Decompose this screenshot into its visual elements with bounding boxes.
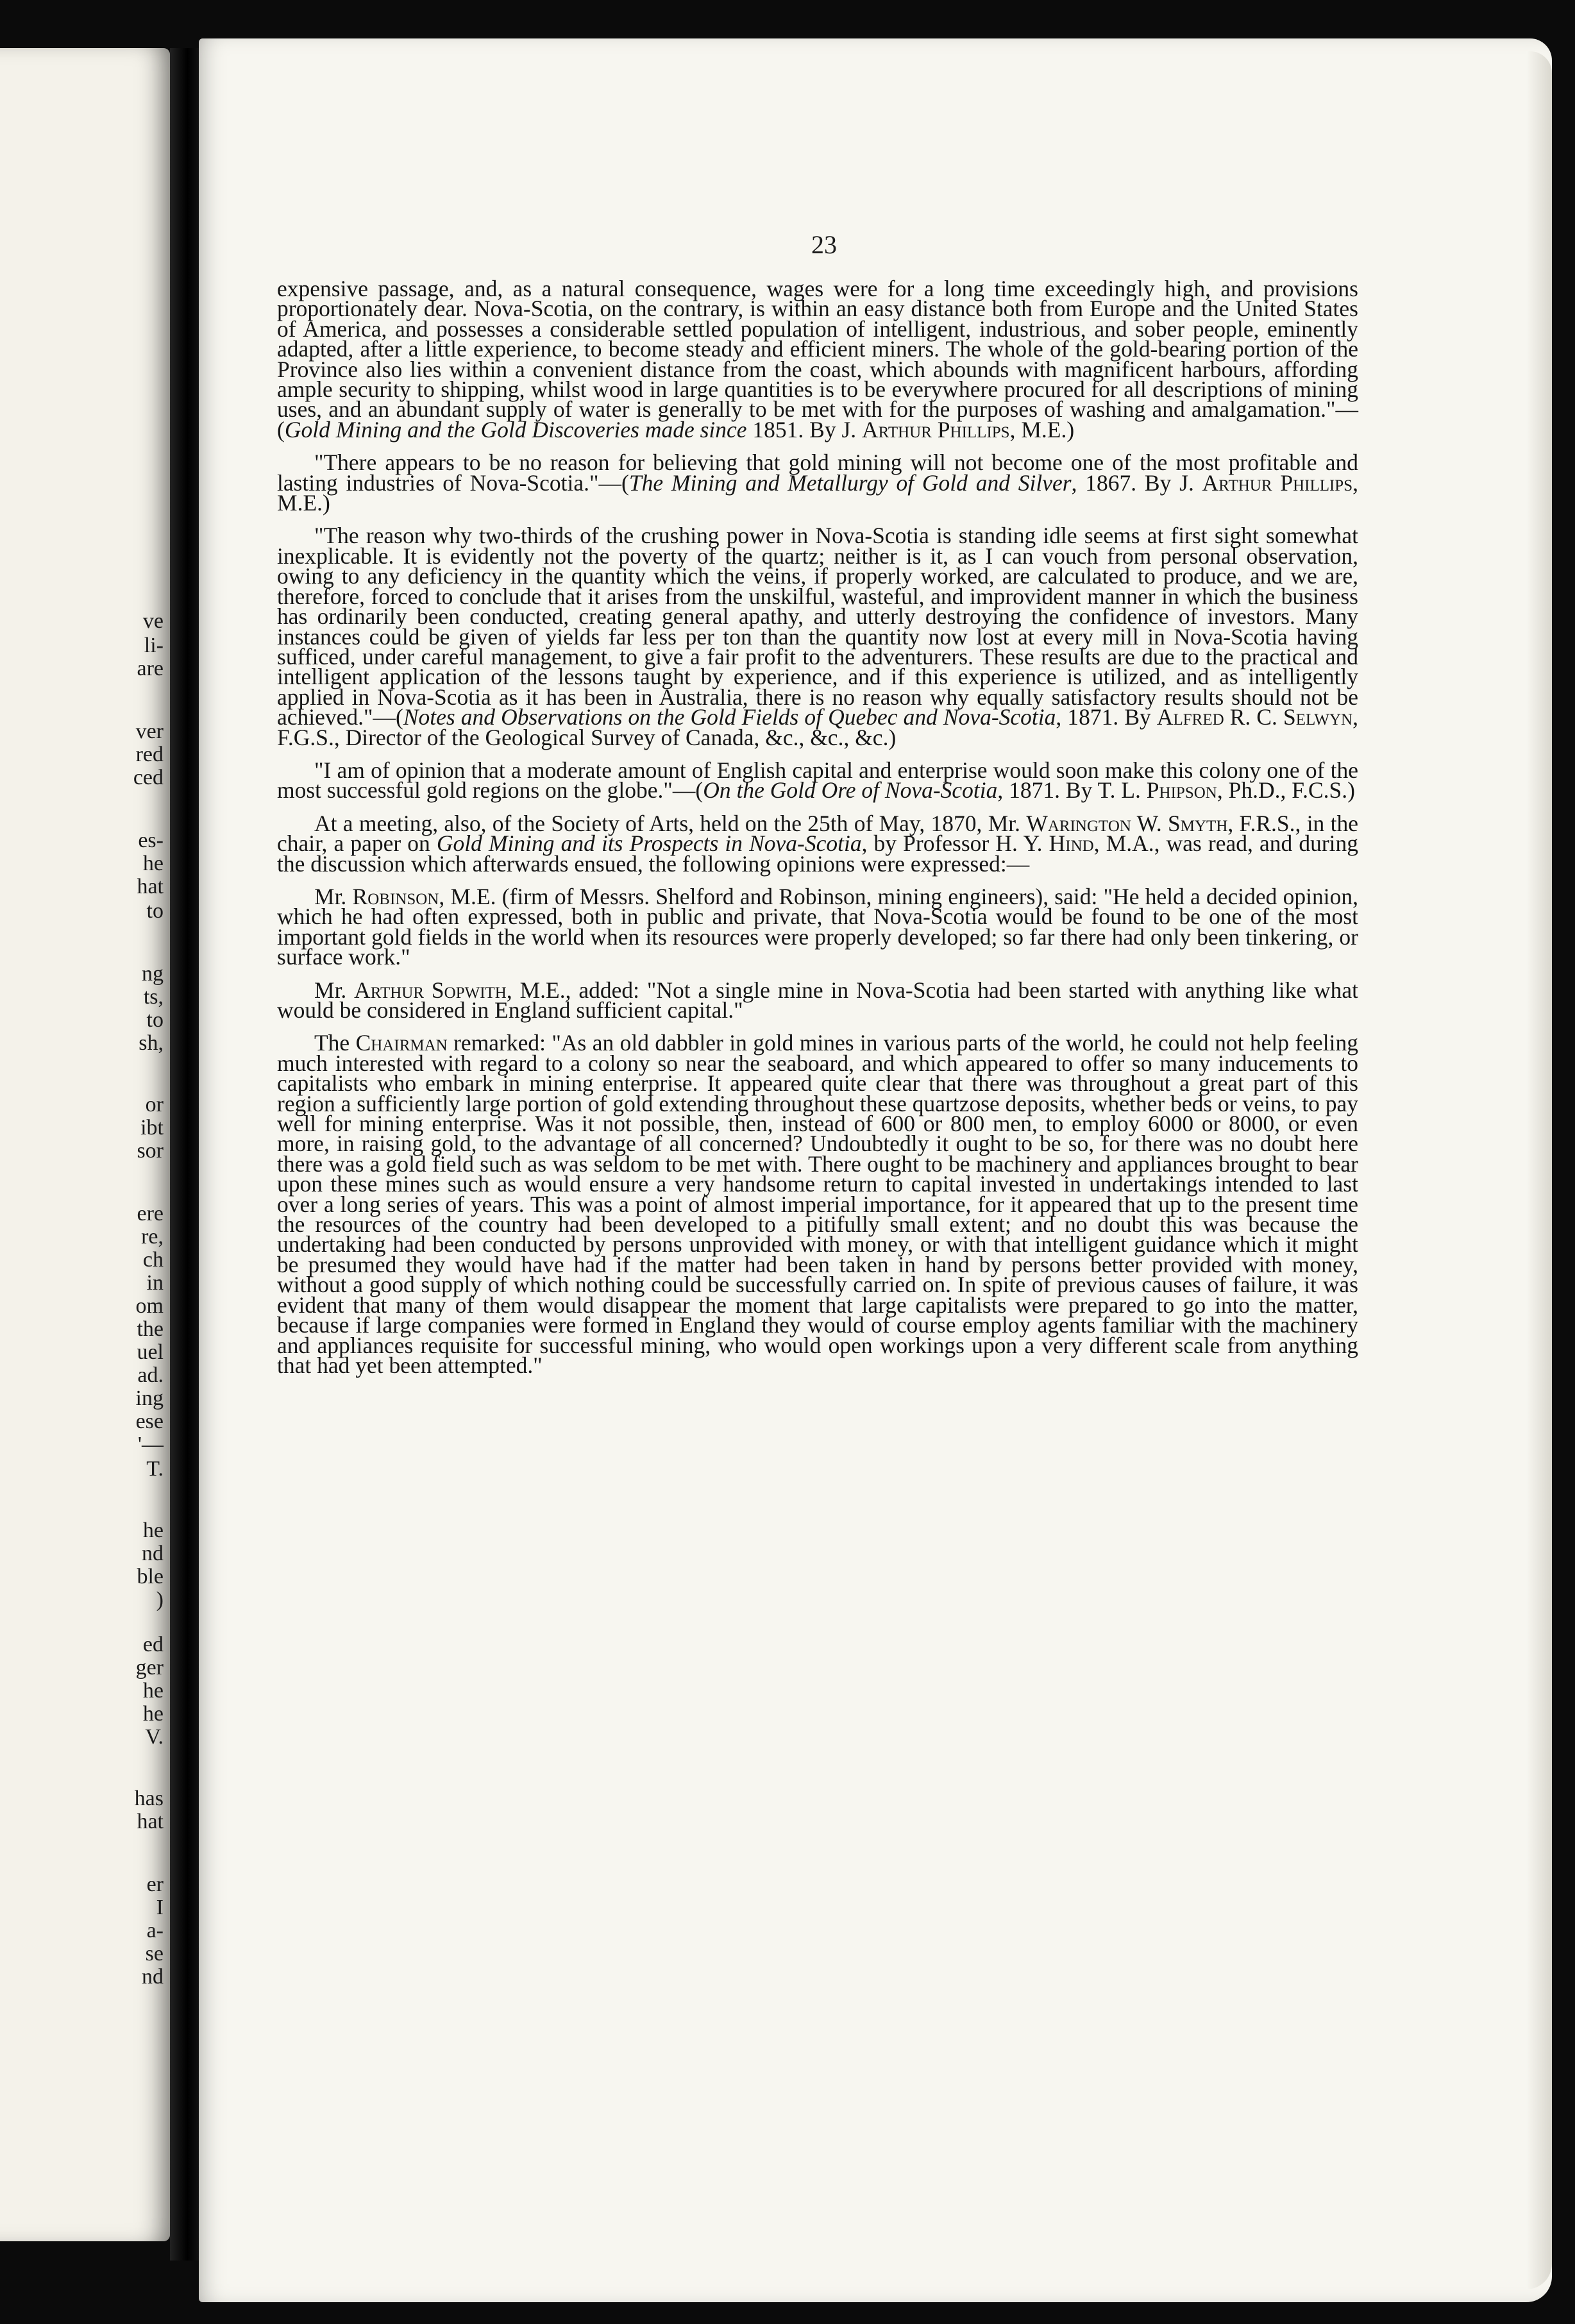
left-page-fragment: ing: [135, 1386, 164, 1410]
paragraph: [277, 810, 1359, 877]
text-run: , M.E. (firm of Messrs. Shelford and Robinson, mining engineers), said: "He held a decided opinion, which he had often expressed, both in public and private, that Nova-Scotia would be found to be one of the most important gold fields in the world when its resources were properly developed; so far there had only been tinkering, or surface work.": [277, 883, 1358, 970]
paragraph: [277, 757, 1358, 804]
left-page-fragment: ad.: [137, 1363, 164, 1387]
left-page-fragment: se: [145, 1942, 164, 1966]
text-run: Mr.: [314, 883, 353, 909]
left-page-fragment: are: [137, 657, 164, 680]
author-name: Alfred R. C. Selwyn: [1156, 704, 1353, 730]
paragraph: [277, 1030, 1358, 1378]
left-page-fragment: has: [134, 1787, 164, 1810]
text-run: Mr.: [314, 977, 355, 1003]
left-page-fragment: ibt: [140, 1116, 164, 1140]
text-run: 1851. By J.: [746, 416, 863, 442]
left-page-fragment: ts,: [143, 985, 164, 1009]
left-page-fragment: the: [137, 1317, 164, 1341]
italic-citation: On the Gold Ore of Nova-Scotia: [703, 777, 998, 804]
left-page-fragment: or: [145, 1093, 164, 1116]
left-page-fragment: er: [146, 1873, 164, 1896]
italic-citation: Gold Mining and the Gold Discoveries made since: [284, 416, 747, 442]
left-page-fragment: T.: [146, 1457, 164, 1481]
left-page-fragment: ger: [135, 1656, 164, 1680]
left-page-fragment: ble: [137, 1565, 164, 1588]
text-run: , 1871. By T. L.: [997, 777, 1147, 804]
left-page-fragment: om: [135, 1294, 164, 1318]
italic-citation: The Mining and Metallurgy of Gold and Silver: [628, 469, 1072, 496]
author-name: Arthur Sopwith: [354, 977, 507, 1003]
left-page-fragment: es-: [138, 829, 164, 852]
left-page-fragment: I: [156, 1896, 164, 1919]
author-name: Arthur Phillips: [862, 416, 1010, 442]
paragraph: [277, 450, 1358, 516]
left-page-fragment: to: [146, 899, 164, 923]
paragraph: [277, 523, 1358, 750]
left-page-fragment: red: [135, 743, 164, 766]
left-page-fragment: he: [142, 1679, 164, 1703]
text-run: expensive passage, and, as a natural consequence, wages were for a long time exceedingly high, and provisions proportionately dear. Nova-Scotia, on the contrary, is within an easy distance both from Europe and the United States of America, and possesses a considerable settled population of intelligent, industrious, and sober people, eminently adapted, after a little experience, to become steady and efficient miners. The whole of the gold-bearing portion of the Province also lies within a convenient distance from the coast, which abounds with magnificent harbours, affording ample security to shipping, whilst wood in large quantities is to be everywhere procured for all descriptions of mining uses, and an abundant supply of water is generally to be met with for the purposes of washing and amalgamation."—(: [277, 276, 1358, 442]
author-name: Warington W. Smyth: [1026, 810, 1228, 836]
left-page-fragment: ced: [133, 766, 164, 789]
text-run: , M.E.): [277, 469, 1358, 516]
left-page-fragment: nd: [142, 1542, 164, 1565]
left-page-fragment: V.: [145, 1725, 164, 1749]
text-run: , 1867. By J.: [1071, 469, 1202, 496]
left-page-fragment: hat: [137, 1810, 164, 1833]
left-page-fragment: a-: [146, 1919, 164, 1942]
text-run: , 1871. By: [1056, 704, 1157, 730]
text-run: , M.A., was read, and during the discussion which afterwards ensued, the following opinions were expressed:—: [277, 830, 1359, 877]
italic-citation: Notes and Observations on the Gold Fields of Quebec and Nova-Scotia: [403, 704, 1056, 730]
text-run: At a meeting, also, of the Society of Arts, held on the 25th of May, 1870, Mr.: [314, 810, 1027, 836]
text-run: , F.R.S., in the chair, a paper on: [277, 810, 1358, 857]
paragraph: [277, 883, 1358, 970]
left-page-fragment: ve: [142, 609, 164, 633]
left-page-fragment: ver: [135, 720, 164, 743]
left-page-edge: [0, 48, 170, 2241]
left-page-fragment: ch: [142, 1248, 164, 1272]
left-page-fragment: uel: [137, 1340, 164, 1364]
text-run: "The reason why two-thirds of the crushing power in Nova-Scotia is standing idle seems at first sight somewhat inexplicable. It is evidently not the poverty of the quartz; neither is it, as I can vouch from personal observation, owing to any deficiency in the quantity which the veins, if properly worked, are calculated to produce, and we are, therefore, forced to conclude that it arises from the unskilful, wasteful, and improvident manner in which the business has ordinarily been conducted, creating general apathy, and utterly destroying the confidence of investors. Many instances could be given of yields far less per ton than the quantity now lost at every mill in Nova-Scotia having sufficed, under careful management, to give a fair profit to the adventurers. These results are due to the practical and intelligent application of the lessons taught by experience, and if this experience is utilized, and as intelligently applied in Nova-Scotia as it has been in Australia, there is no reason why equally satisfactory results should not be achieved."—(: [277, 523, 1358, 730]
page-edge-shadow: [1526, 51, 1552, 2289]
author-name: Arthur Phillips: [1202, 469, 1353, 496]
author-name: Chairman: [355, 1030, 448, 1056]
page-body-text: [277, 276, 1359, 1388]
text-run: remarked: "As an old dabbler in gold mines in various parts of the world, he could not help feeling much interested with regard to a colony so near the seaboard, and which appeared to offer so many inducements to capitalists who embark in mining enterprise. It appeared quite clear that there was throughout a great part of this region a sufficiently large portion of gold extending throughout these quartzose deposits, whether beds or veins, to pay well for mining enterprise. Was it not possible, then, instead of 600 or 800 men, to employ 6000 or 8000, or even more, in raising gold, to the advantage of all concerned? Undoubtedly it ought to be so, for there was no doubt here there was a gold field such as was seldom to be met with. There ought to be machinery and appliances brought to bear upon these mines such as would ensure a very handsome return to capital invested in undertakings intended to last over a long series of years. This was a point of almost imperial importance, for it appeared that up to the present time the resources of the country had been developed to a pitifully small extent; and no doubt this was because the undertaking had been conducted by persons unprovided with money, or with that intelligent guidance which it might be presumed they would have had if the matter had been taken in hand by persons better provided with money, without a good supply of which nothing could be successfully carried on. In spite of previous causes of failure, it was evident that many of them would disappear the moment that large capitalists were prepared to go into the matter, because if large companies were formed in England they would of course employ agents familiar with the machinery and appliances requisite for successful mining, who would open workings upon a very different scale from anything that had yet been attempted.": [277, 1030, 1358, 1378]
text-run: , by Professor H. Y.: [861, 830, 1049, 857]
italic-citation: Gold Mining and its Prospects in Nova-Scotia: [436, 830, 862, 857]
text-run: , M.E., added: "Not a single mine in Nova-Scotia had been started with anything like what would be considered in England sufficient capital.": [277, 977, 1359, 1023]
left-page-fragment: sh,: [139, 1031, 164, 1055]
left-page-fragment: to: [146, 1008, 164, 1032]
left-page-fragment: ng: [142, 962, 164, 986]
left-page-fragment: ed: [142, 1633, 164, 1656]
left-page-fragment: in: [146, 1271, 164, 1295]
left-page-fragment: sor: [137, 1139, 164, 1163]
text-run: The: [314, 1030, 356, 1056]
left-page-fragment: he: [142, 1702, 164, 1726]
text-run: , Ph.D., F.C.S.): [1217, 777, 1355, 804]
left-page-fragment: nd: [142, 1965, 164, 1989]
author-name: Robinson: [352, 883, 439, 909]
left-page-fragment: he: [142, 1519, 164, 1542]
text-run: , F.G.S., Director of the Geological Survey of Canada, &c., &c., &c.): [277, 704, 1358, 750]
paragraph: [277, 276, 1358, 442]
text-run: "I am of opinion that a moderate amount of English capital and enterprise would soon make this colony one of the most successful gold regions on the globe."—(: [277, 757, 1358, 804]
author-name: Hind: [1049, 830, 1094, 857]
text-run: , M.E.): [1009, 416, 1075, 442]
left-page-fragment: ese: [135, 1410, 164, 1433]
left-page-fragment: hat: [137, 875, 164, 898]
book-gutter: [170, 48, 199, 2261]
left-page-fragment: li-: [144, 634, 164, 657]
left-page-fragment: '—: [137, 1433, 164, 1456]
left-page-fragment: re,: [141, 1225, 164, 1249]
left-page-fragment: he: [142, 852, 164, 875]
author-name: Phipson: [1146, 777, 1217, 804]
left-page-fragment: ): [156, 1588, 164, 1612]
left-page-fragment: ere: [137, 1202, 164, 1225]
page-number: 23: [811, 230, 837, 259]
paragraph: [277, 977, 1359, 1023]
text-run: "There appears to be no reason for believing that gold mining will not become one of the most profitable and lasting industries of Nova-Scotia."—(: [277, 450, 1358, 496]
